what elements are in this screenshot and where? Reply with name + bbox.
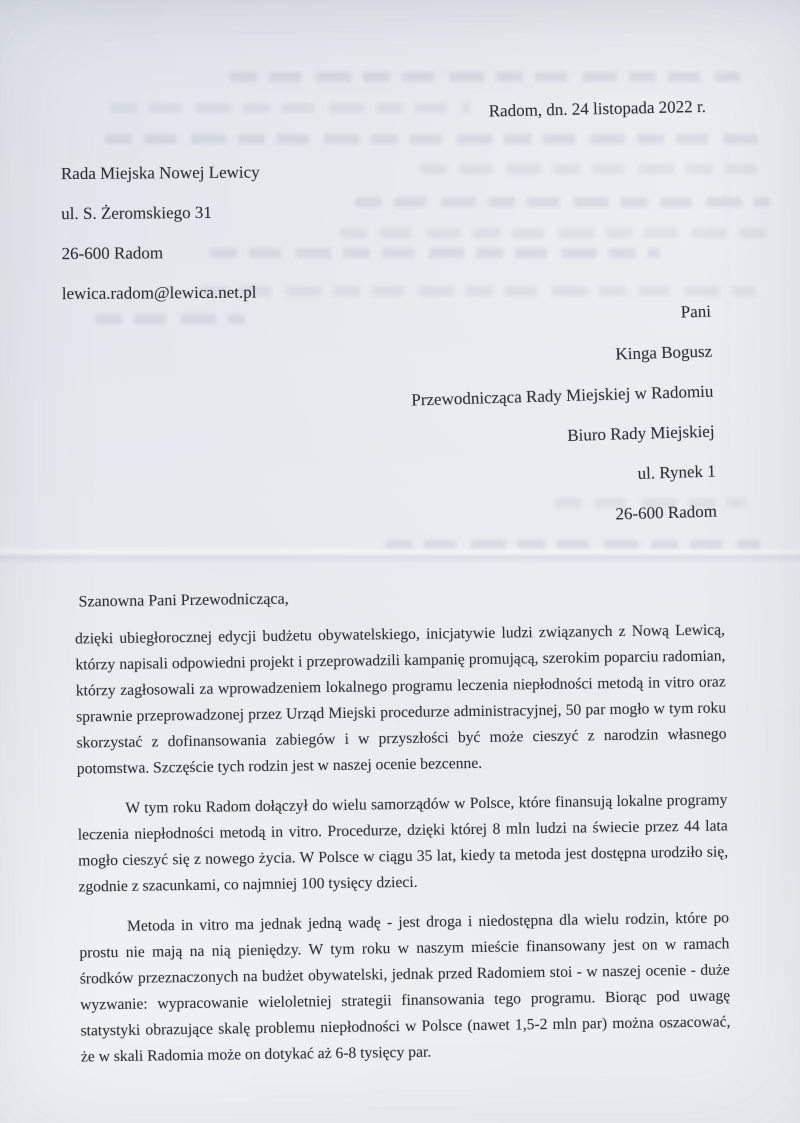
date-line: Radom, dn. 24 listopada 2022 r.: [488, 96, 706, 121]
recipient-title: Przewodnicząca Rady Miejskiej w Radomiu: [410, 381, 714, 410]
salutation: Szanowna Pani Przewodnicząca,: [78, 590, 289, 611]
sender-organization: Rada Miejska Nowej Lewicy: [60, 162, 260, 184]
recipient-office: Biuro Rady Miejskiej: [566, 421, 715, 445]
recipient-honorific: Pani: [680, 301, 712, 322]
recipient-name: Kinga Bogusz: [614, 341, 713, 364]
letter-body: [75, 617, 731, 1084]
paragraph-3: Metoda in vitro ma jednak jedną wadę - jest droga i niedostępna dla wielu rodzin, które po prostu nie mają na nią pieniędzy. W tym roku w naszym mieście finansowany jest on w ramach środków przeznaczonych na budżet obywatelski, jednak przed Radomiem stoi - w naszej ocenie - duże wyzwanie: wypracowanie wieloletniej strategii finansowania tego programu. Biorąc pod uwagę statystyki obrazujące skalę problemu niepłodności w Polsce (nawet 1,5-2 mln par) można oszacować, że w skali Radomia może on dotykać aż 6-8 tysięcy par.: [79, 909, 731, 1066]
sender-city: 26-600 Radom: [61, 243, 164, 264]
sender-email: lewica.radom@lewica.net.pl: [61, 282, 257, 304]
sender-street: ul. S. Żeromskiego 31: [61, 202, 212, 224]
recipient-city: 26-600 Radom: [615, 501, 718, 524]
sender-block: [61, 153, 261, 315]
paragraph-1: dzięki ubiegłorocznej edycji budżetu obywatelskiego, inicjatywie ludzi związanych z Nową Lewicą, którzy napisali odpowiedni projekt i przeprowadzili kampanię promującą, szerokim poparciu radomian, którzy zagłosowali za wprowadzeniem lokalnego programu leczenia niepłodności metodą in vitro oraz sprawnie przeprowadzonej przez Urząd Miejski procedurze administracyjnej, 50 par mogło w tym roku skorzystać z dofinansowania zabiegów i w przyszłości być może cieszyć z narodzin własnego potomstwa. Szczęście tych rodzin jest w naszej ocenie bezcenne.: [74, 621, 727, 778]
recipient-block: [408, 292, 717, 541]
paragraph-2: W tym roku Radom dołączył do wielu samorządów w Polsce, które finansują lokalne programy leczenia niepłodności metodą in vitro. Procedurze, dzięki której 8 mln ludzi na świecie przez 44 lata mogło cieszyć się z nowego życia. W Polsce w ciągu 35 lat, kiedy ta metoda jest dostępna urodziło się, zgodnie z szacunkami, co najmniej 100 tysięcy dzieci.: [77, 791, 729, 896]
recipient-street: ul. Rynek 1: [637, 461, 716, 483]
